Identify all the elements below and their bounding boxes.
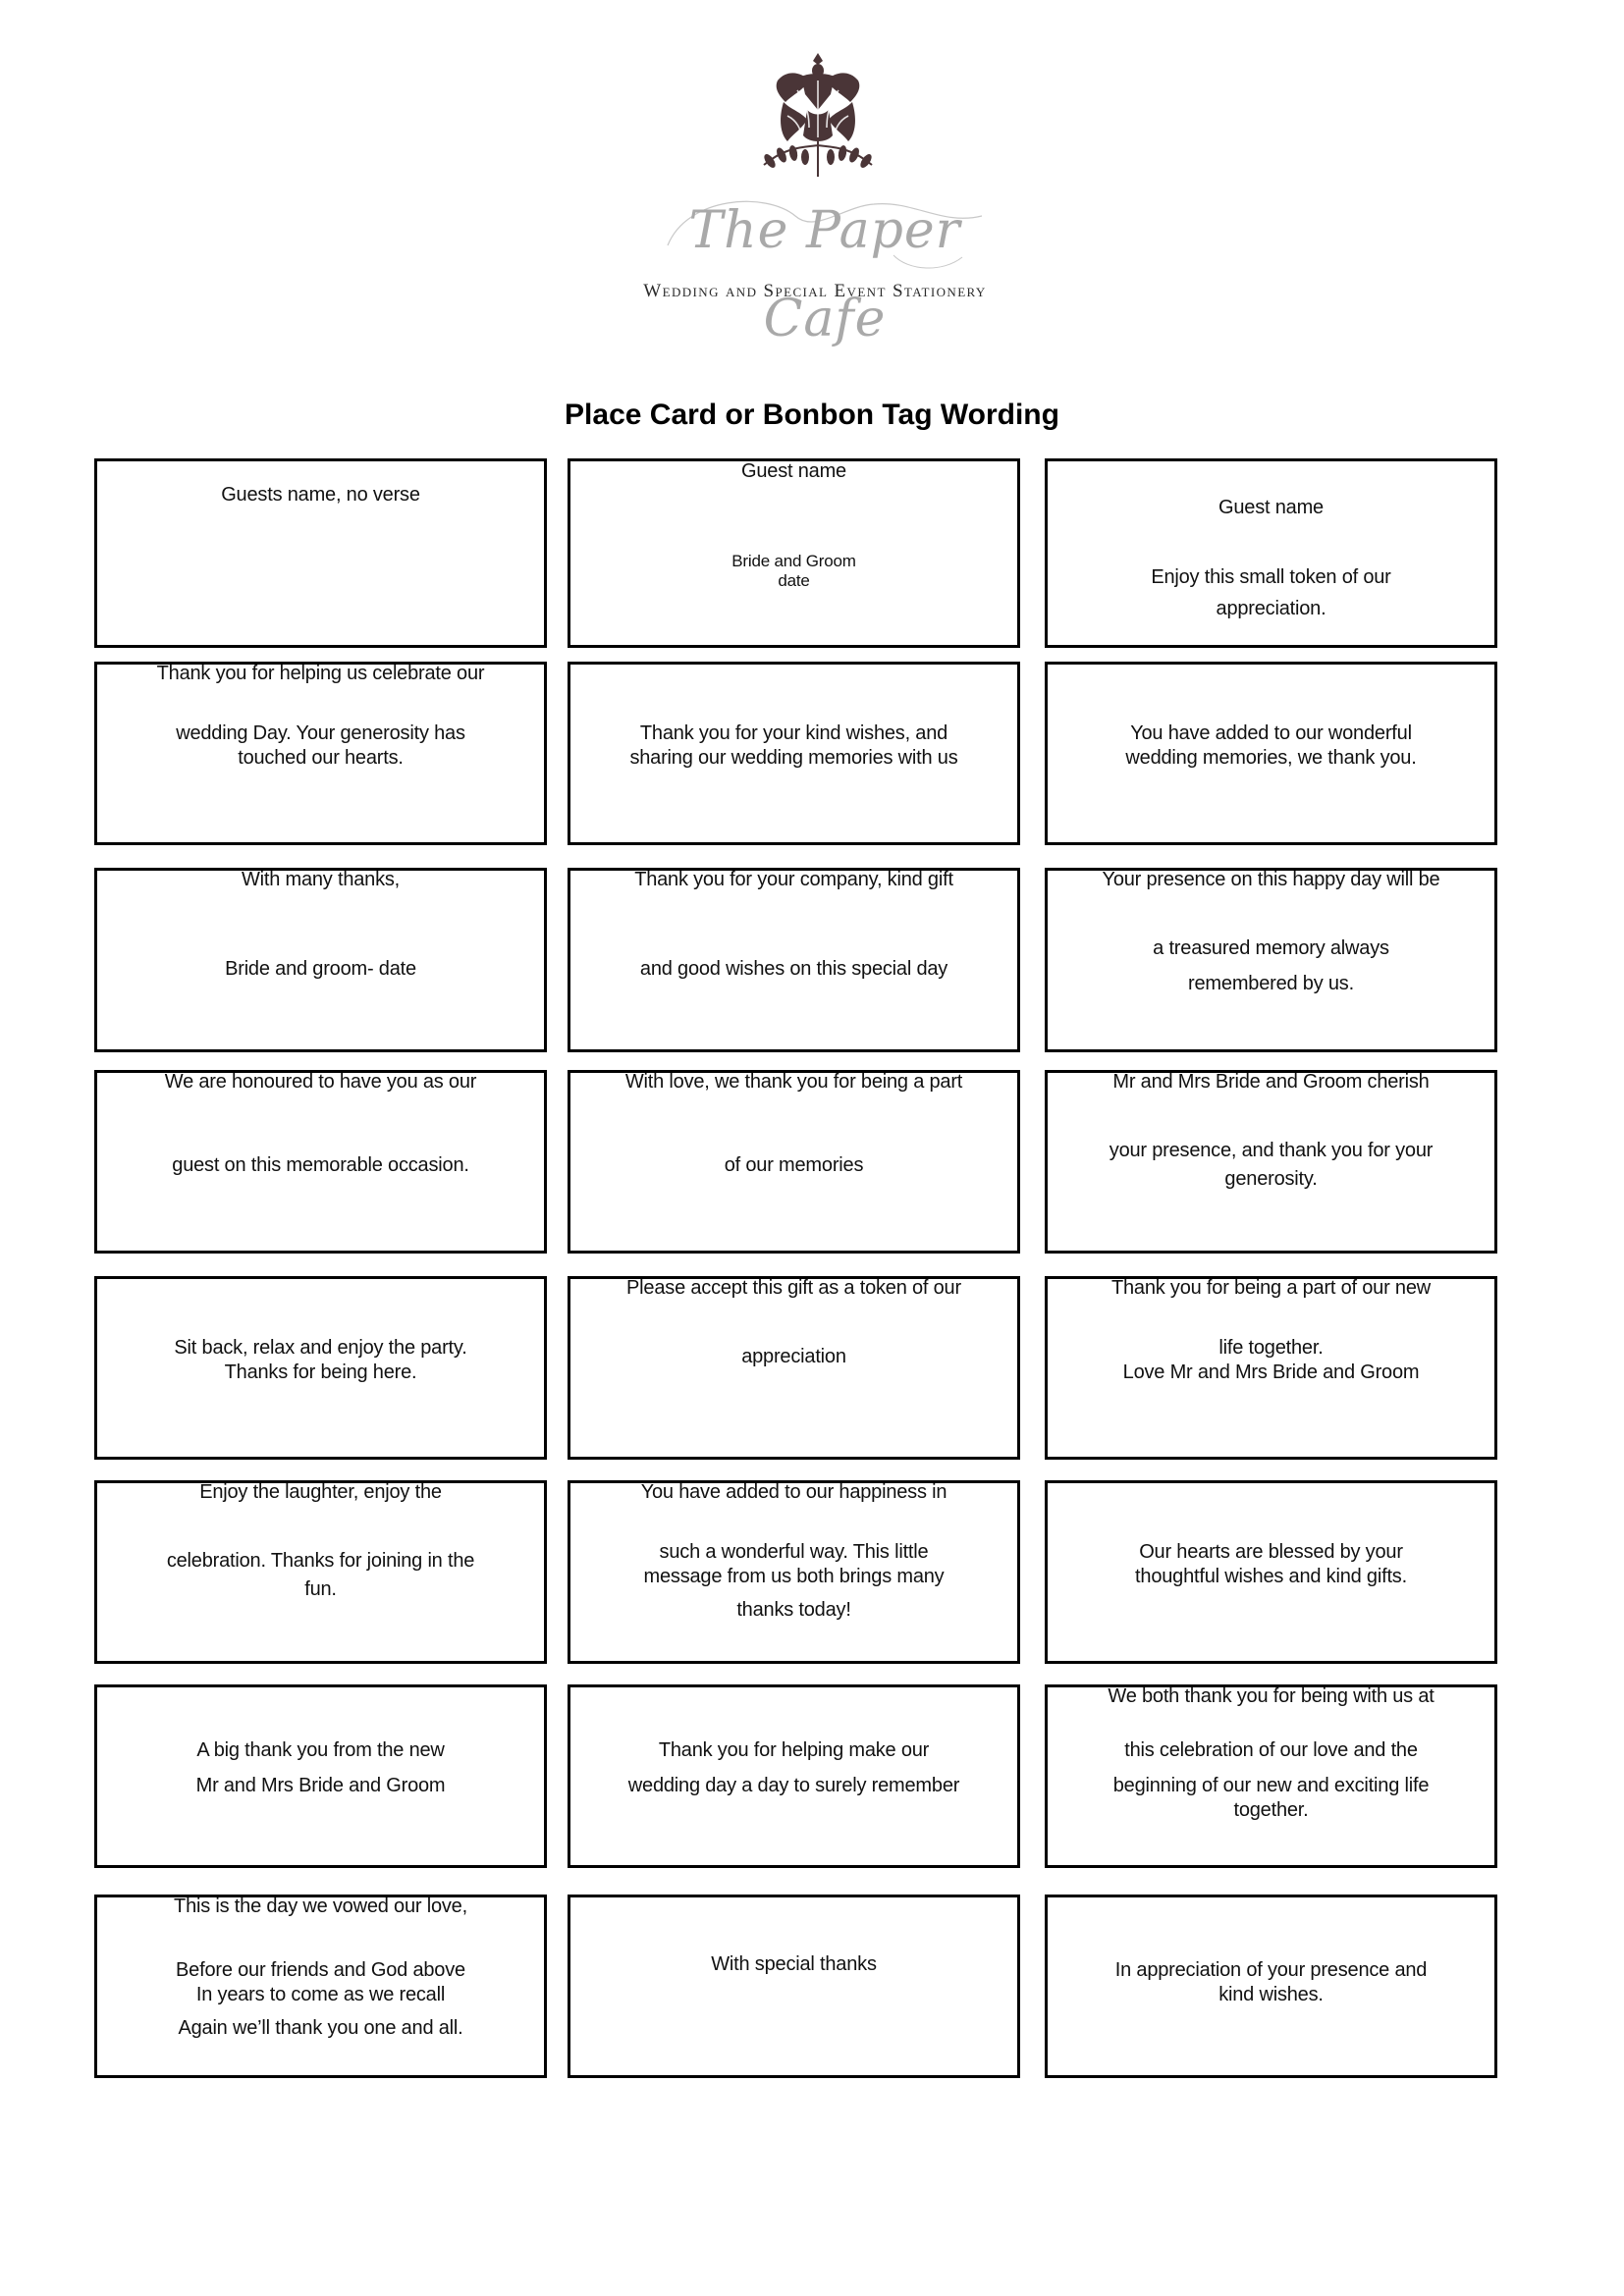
wording-card bbox=[1045, 1070, 1497, 1254]
card-line: Thank you for being a part of our new bbox=[1110, 1277, 1432, 1299]
card-line: Thank you for your kind wishes, and bbox=[639, 722, 948, 744]
card-line: In appreciation of your presence and bbox=[1114, 1959, 1428, 1981]
card-line: Thanks for being here. bbox=[224, 1362, 417, 1383]
card-line: With many thanks, bbox=[241, 869, 401, 890]
card-line: wedding day a day to surely remember bbox=[627, 1775, 960, 1796]
card-line: such a wonderful way. This little bbox=[659, 1541, 929, 1563]
card-line: and good wishes on this special day bbox=[639, 958, 948, 980]
card-line: Your presence on this happy day will be bbox=[1102, 869, 1440, 890]
card-line: your presence, and thank you for your bbox=[1109, 1140, 1434, 1161]
card-line: of our memories bbox=[724, 1154, 864, 1176]
wording-card bbox=[1045, 868, 1497, 1052]
wording-card bbox=[568, 1684, 1020, 1868]
card-line: Enjoy the laughter, enjoy the bbox=[199, 1481, 442, 1503]
card-line: fun. bbox=[304, 1578, 337, 1600]
card-line: Please accept this gift as a token of our bbox=[626, 1277, 961, 1299]
card-line: This is the day we vowed our love, bbox=[174, 1896, 467, 1917]
company-logo bbox=[0, 0, 1624, 348]
wording-card bbox=[94, 1684, 547, 1868]
card-line: appreciation. bbox=[1216, 598, 1326, 619]
card-line: Again we’ll thank you one and all. bbox=[178, 2017, 463, 2039]
card-line: Thank you for helping make our bbox=[658, 1739, 930, 1761]
wording-card bbox=[94, 1276, 547, 1460]
card-line: Thank you for helping us celebrate our bbox=[156, 663, 485, 684]
wording-card bbox=[568, 1480, 1020, 1664]
card-line: touched our hearts. bbox=[238, 747, 404, 769]
wording-card bbox=[94, 1895, 547, 2078]
card-line: a treasured memory always bbox=[1153, 937, 1389, 959]
card-line: We are honoured to have you as our bbox=[164, 1071, 477, 1093]
card-line: Enjoy this small token of our bbox=[1151, 566, 1391, 588]
card-line: wedding memories, we thank you. bbox=[1125, 747, 1417, 769]
card-line: celebration. Thanks for joining in the bbox=[166, 1550, 475, 1572]
wording-card bbox=[1045, 1895, 1497, 2078]
card-line: this celebration of our love and the bbox=[1124, 1739, 1418, 1761]
card-line: Sit back, relax and enjoy the party. bbox=[174, 1337, 467, 1359]
wording-card bbox=[568, 662, 1020, 845]
card-line: With love, we thank you for being a part bbox=[624, 1071, 963, 1093]
card-line: A big thank you from the new bbox=[196, 1739, 445, 1761]
page-title: Place Card or Bonbon Tag Wording bbox=[565, 399, 1059, 431]
card-line: Guests name, no verse bbox=[221, 484, 420, 506]
wording-card bbox=[568, 1276, 1020, 1460]
brand-script-text: The Paper Cafe bbox=[688, 201, 961, 348]
wording-card bbox=[1045, 1480, 1497, 1664]
card-line: In years to come as we recall bbox=[195, 1984, 446, 2005]
wording-card bbox=[94, 1070, 547, 1254]
card-line: generosity. bbox=[1224, 1168, 1318, 1190]
wording-card bbox=[94, 662, 547, 845]
wording-card bbox=[568, 1070, 1020, 1254]
wording-card bbox=[94, 868, 547, 1052]
logo-tagline: Wedding and Special Event Stationery bbox=[643, 281, 987, 301]
card-line: Mr and Mrs Bride and Groom cherish bbox=[1112, 1071, 1430, 1093]
wording-card bbox=[568, 868, 1020, 1052]
card-line: Bride and Groom bbox=[731, 552, 856, 570]
card-line: message from us both brings many bbox=[643, 1566, 945, 1587]
card-line: together. bbox=[1233, 1799, 1309, 1821]
card-line: Love Mr and Mrs Bride and Groom bbox=[1122, 1362, 1420, 1383]
card-line: Before our friends and God above bbox=[176, 1959, 465, 1981]
card-line: wedding Day. Your generosity has bbox=[176, 722, 465, 744]
card-line: You have added to our happiness in bbox=[640, 1481, 947, 1503]
card-line: appreciation bbox=[741, 1346, 846, 1367]
card-line: Mr and Mrs Bride and Groom bbox=[195, 1775, 446, 1796]
wording-card bbox=[94, 1480, 547, 1664]
card-line: thanks today! bbox=[736, 1599, 851, 1621]
card-line: We both thank you for being with us at bbox=[1108, 1685, 1435, 1707]
card-line: thoughtful wishes and kind gifts. bbox=[1135, 1566, 1407, 1587]
card-line: remembered by us. bbox=[1188, 973, 1354, 994]
card-line: sharing our wedding memories with us bbox=[629, 747, 958, 769]
damask-crest-icon bbox=[758, 51, 878, 179]
card-line: Our hearts are blessed by your bbox=[1139, 1541, 1403, 1563]
wording-card bbox=[568, 1895, 1020, 2078]
card-line: life together. bbox=[1218, 1337, 1324, 1359]
card-line: Thank you for your company, kind gift bbox=[634, 869, 953, 890]
wording-card bbox=[1045, 1684, 1497, 1868]
wording-card bbox=[1045, 662, 1497, 845]
card-line: beginning of our new and exciting life bbox=[1112, 1775, 1430, 1796]
card-line: date bbox=[778, 571, 810, 590]
wording-card bbox=[1045, 458, 1497, 648]
wording-card bbox=[94, 458, 547, 648]
card-line: guest on this memorable occasion. bbox=[172, 1154, 469, 1176]
card-line: kind wishes. bbox=[1218, 1984, 1324, 2005]
wording-card bbox=[1045, 1276, 1497, 1460]
card-line: Guest name bbox=[1218, 497, 1324, 518]
card-line: You have added to our wonderful bbox=[1130, 722, 1412, 744]
card-line: Bride and groom- date bbox=[225, 958, 416, 980]
card-line: With special thanks bbox=[711, 1953, 877, 1975]
card-line: Guest name bbox=[741, 460, 846, 482]
wording-card bbox=[568, 458, 1020, 648]
